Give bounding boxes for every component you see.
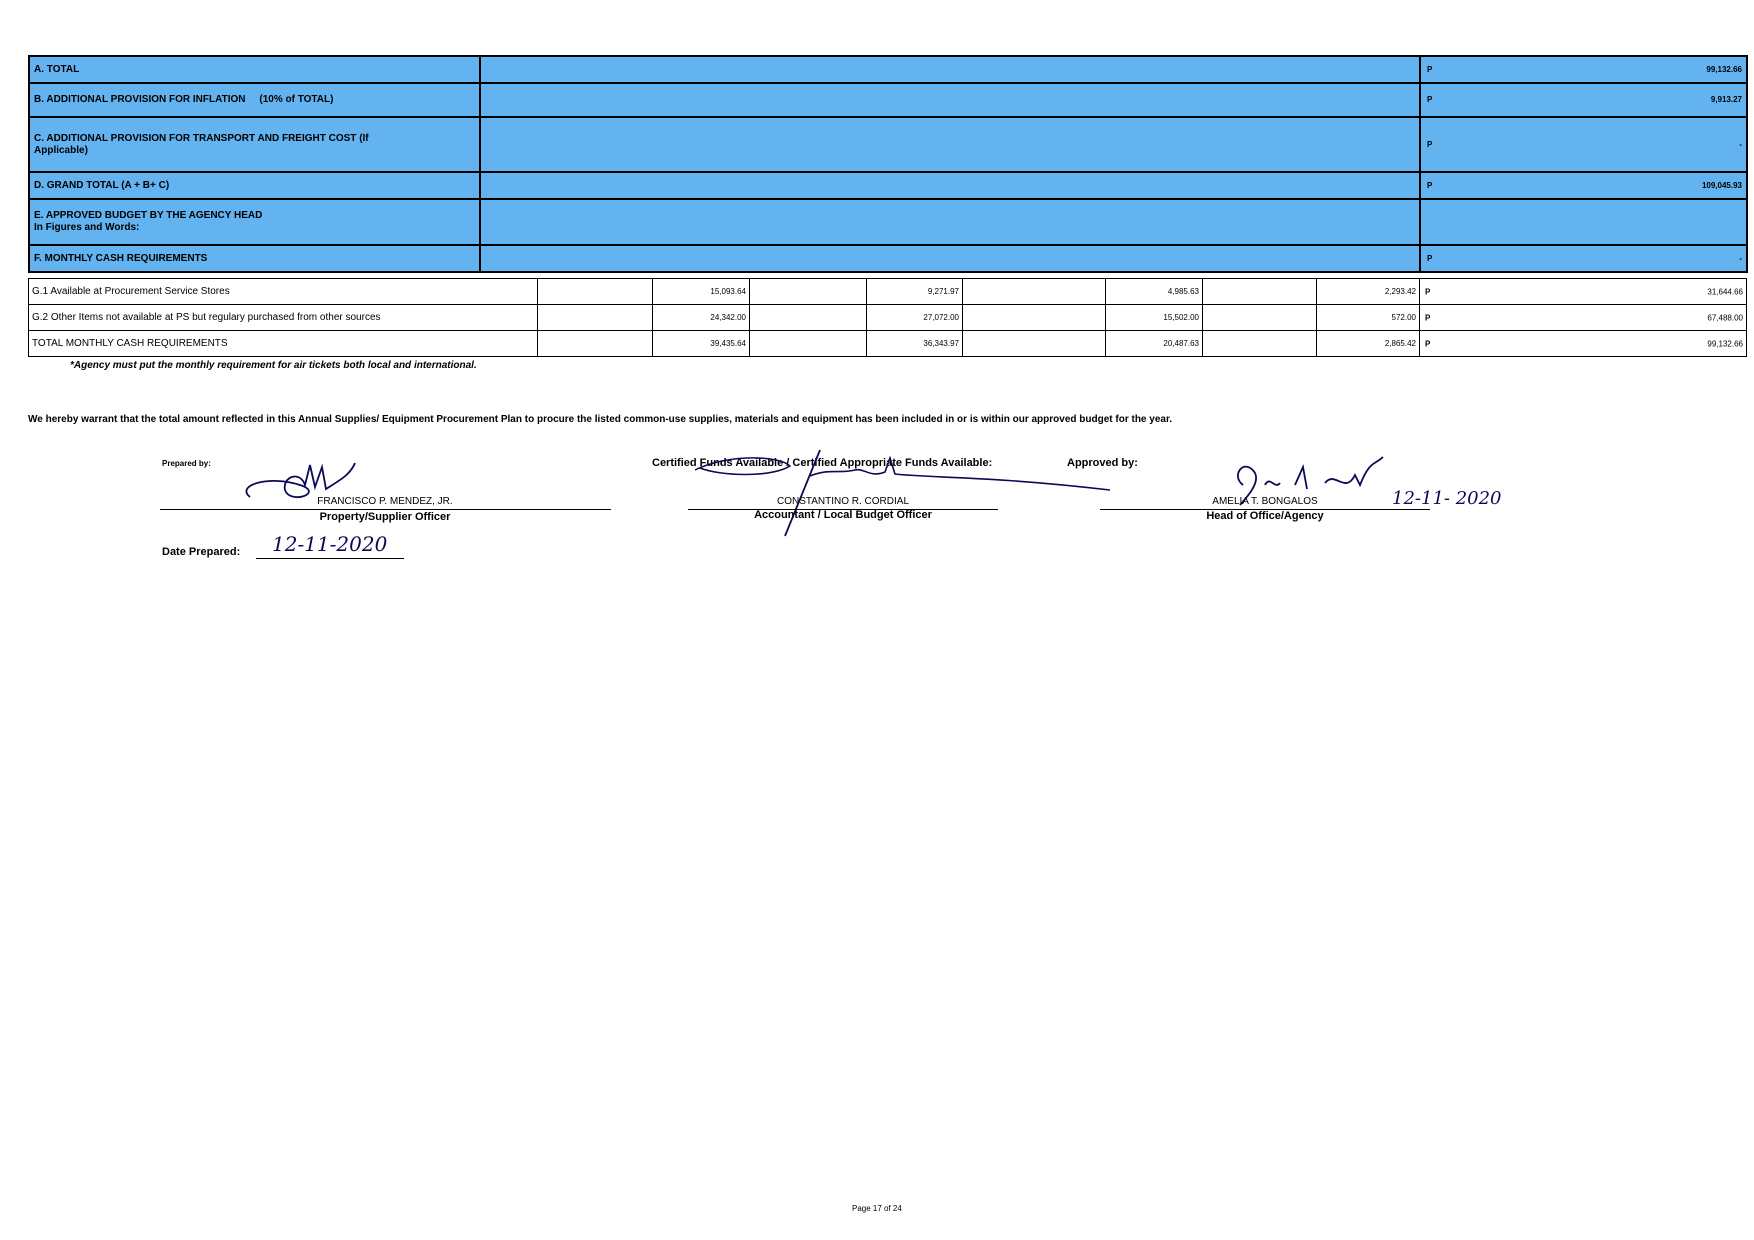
monthly-cash-table bbox=[28, 278, 1747, 357]
summary-amount: P - bbox=[1420, 245, 1747, 272]
q4-amount: 572.00 bbox=[1317, 305, 1420, 331]
date-prepared-label: Date Prepared: bbox=[162, 546, 241, 558]
summary-row-grand-total bbox=[29, 172, 1747, 199]
summary-row-monthly-cash bbox=[29, 245, 1747, 272]
certified-signature bbox=[690, 448, 1110, 538]
prepared-by-label: Prepared by: bbox=[162, 459, 211, 468]
summary-row-inflation bbox=[29, 83, 1747, 117]
row-label: G.2 Other Items not available at PS but regulary purchased from other sources bbox=[29, 305, 538, 331]
summary-label: D. GRAND TOTAL (A + B+ C) bbox=[29, 172, 480, 199]
empty-cell bbox=[963, 305, 1106, 331]
summary-label: F. MONTHLY CASH REQUIREMENTS bbox=[29, 245, 480, 272]
summary-label: A. TOTAL bbox=[29, 56, 480, 83]
approved-by-label: Approved by: bbox=[1067, 457, 1138, 469]
summary-amount: P 109,045.93 bbox=[1420, 172, 1747, 199]
certified-title: Accountant / Local Budget Officer bbox=[754, 509, 932, 521]
q3-amount: 4,985.63 bbox=[1106, 279, 1203, 305]
summary-label: B. ADDITIONAL PROVISION FOR INFLATION (10% of TOTAL) bbox=[29, 83, 480, 117]
approved-name: AMELIA T. BONGALOS bbox=[1212, 496, 1318, 507]
summary-amount: P 9,913.27 bbox=[1420, 83, 1747, 117]
q1-amount: 15,093.64 bbox=[653, 279, 750, 305]
prepared-title: Property/Supplier Officer bbox=[319, 511, 451, 523]
summary-label: C. ADDITIONAL PROVISION FOR TRANSPORT AND FREIGHT COST (If Applicable) bbox=[29, 117, 480, 172]
summary-table bbox=[28, 55, 1748, 273]
empty-cell bbox=[750, 279, 867, 305]
q2-amount: 27,072.00 bbox=[867, 305, 963, 331]
row-total: P 99,132.66 bbox=[1420, 331, 1747, 357]
summary-row-transport bbox=[29, 117, 1747, 172]
empty-cell bbox=[963, 279, 1106, 305]
monthly-row-other-sources bbox=[29, 305, 1747, 331]
empty-cell bbox=[538, 331, 653, 357]
q4-amount: 2,865.42 bbox=[1317, 331, 1420, 357]
empty-cell bbox=[750, 305, 867, 331]
summary-spacer bbox=[480, 199, 1420, 245]
summary-spacer bbox=[480, 117, 1420, 172]
row-total: P 67,488.00 bbox=[1420, 305, 1747, 331]
q4-amount: 2,293.42 bbox=[1317, 279, 1420, 305]
summary-row-approved-budget bbox=[29, 199, 1747, 245]
monthly-row-total bbox=[29, 331, 1747, 357]
q2-amount: 9,271.97 bbox=[867, 279, 963, 305]
summary-spacer bbox=[480, 56, 1420, 83]
summary-label: E. APPROVED BUDGET BY THE AGENCY HEAD In Figures and Words: bbox=[29, 199, 480, 245]
prepared-name: FRANCISCO P. MENDEZ, JR. bbox=[317, 496, 453, 507]
empty-cell bbox=[1203, 331, 1317, 357]
empty-cell bbox=[538, 305, 653, 331]
q2-amount: 36,343.97 bbox=[867, 331, 963, 357]
certified-name: CONSTANTINO R. CORDIAL bbox=[776, 496, 910, 507]
empty-cell bbox=[963, 331, 1106, 357]
summary-amount: P - bbox=[1420, 117, 1747, 172]
prepared-signature-line bbox=[160, 509, 611, 510]
row-label: G.1 Available at Procurement Service Stores bbox=[29, 279, 538, 305]
date-prepared-line bbox=[256, 558, 404, 559]
summary-row-total bbox=[29, 56, 1747, 83]
empty-cell bbox=[538, 279, 653, 305]
approved-title: Head of Office/Agency bbox=[1206, 510, 1324, 522]
row-total: P 31,644.66 bbox=[1420, 279, 1747, 305]
q1-amount: 39,435.64 bbox=[653, 331, 750, 357]
warranty-statement: We hereby warrant that the total amount reflected in this Annual Supplies/ Equipment Procurement Plan to procure the listed common-use supplies, materials and equipment has been included in or is within our approved budget for the year. bbox=[28, 414, 1173, 425]
approved-handwritten-date: 12-11- 2020 bbox=[1392, 488, 1502, 509]
summary-spacer bbox=[480, 245, 1420, 272]
summary-spacer bbox=[480, 83, 1420, 117]
summary-amount bbox=[1420, 199, 1747, 245]
summary-spacer bbox=[480, 172, 1420, 199]
certified-funds-label: Certified Funds Available / Certified Appropriate Funds Available: bbox=[652, 457, 993, 469]
empty-cell bbox=[750, 331, 867, 357]
q3-amount: 20,487.63 bbox=[1106, 331, 1203, 357]
air-ticket-note: *Agency must put the monthly requirement for air tickets both local and international. bbox=[70, 360, 477, 371]
empty-cell bbox=[1203, 279, 1317, 305]
summary-amount: P 99,132.66 bbox=[1420, 56, 1747, 83]
date-prepared-handwritten: 12-11-2020 bbox=[272, 532, 388, 556]
empty-cell bbox=[1203, 305, 1317, 331]
monthly-row-ps-stores bbox=[29, 279, 1747, 305]
q1-amount: 24,342.00 bbox=[653, 305, 750, 331]
q3-amount: 15,502.00 bbox=[1106, 305, 1203, 331]
page-number: Page 17 of 24 bbox=[852, 1204, 902, 1213]
row-label: TOTAL MONTHLY CASH REQUIREMENTS bbox=[29, 331, 538, 357]
